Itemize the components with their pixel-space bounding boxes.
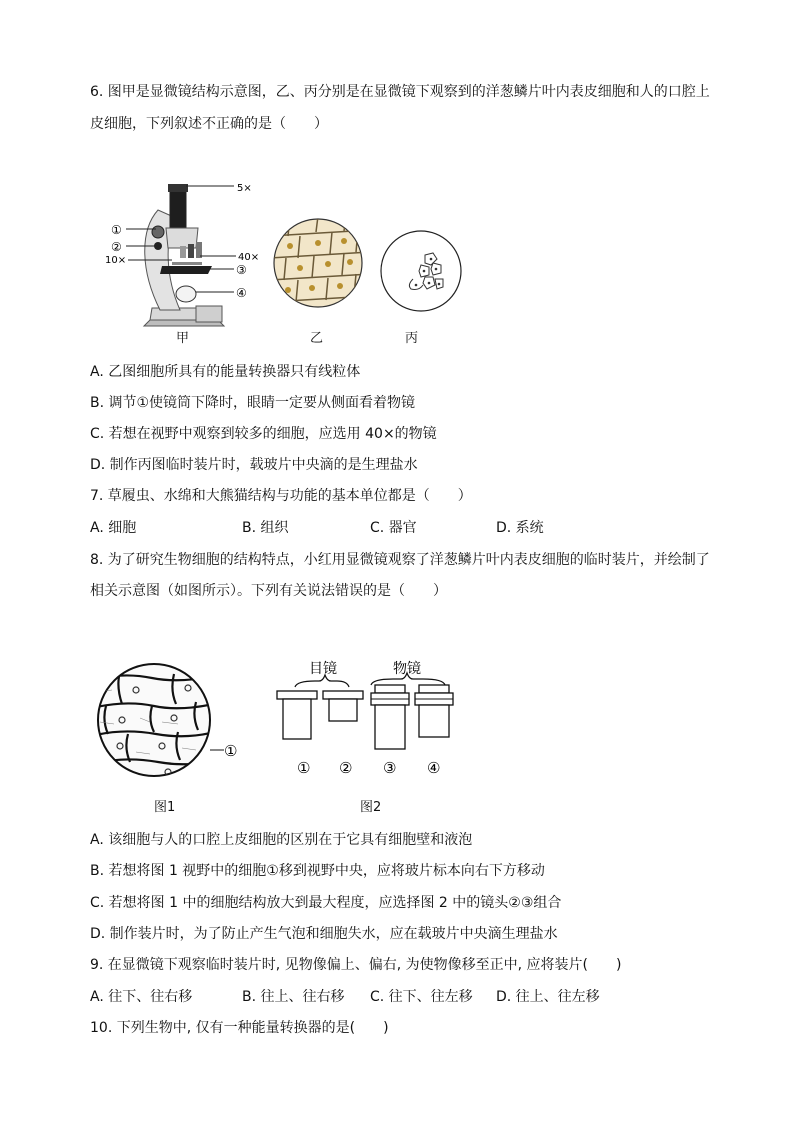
lens-number-1: ①: [297, 759, 311, 777]
caption-figure-1: 图1: [154, 800, 176, 815]
q6-option-c: C. 若想在视野中观察到较多的细胞，应选用 40×的物镜: [90, 426, 437, 442]
q6-option-d: D. 制作丙图临时装片时，载玻片中央滴的是生理盐水: [90, 457, 418, 473]
objective-label: 物镜: [393, 661, 421, 677]
lens-figure: [275, 655, 465, 780]
label-1: ①: [111, 223, 122, 237]
q8-stem-line2: 相关示意图（如图所示）。下列有关说法错误的是（ ）: [90, 583, 447, 599]
q9-option-a: A. 往下、往右移: [90, 989, 193, 1005]
caption-figure-2: 图2: [360, 800, 382, 815]
q8-option-c: C. 若想将图 1 中的细胞结构放大到最大程度，应选择图 2 中的镜头②③组合: [90, 895, 562, 911]
eyepiece-label: 目镜: [309, 661, 337, 677]
q8-option-b: B. 若想将图 1 视野中的细胞①移到视野中央，应将玻片标本向右下方移动: [90, 863, 545, 879]
q9-option-b: B. 往上、往右移: [242, 989, 345, 1005]
cheek-cell-figure: [379, 229, 463, 313]
q9-option-d: D. 往上、往左移: [496, 989, 600, 1005]
q10-stem: 10. 下列生物中, 仅有一种能量转换器的是( ): [90, 1020, 389, 1036]
microscope-figure: [100, 170, 270, 340]
onion-cell-figure: [270, 216, 370, 312]
caption-bing: 丙: [405, 331, 419, 346]
q7-option-c: C. 器官: [370, 520, 417, 536]
cell-marker-1: ①: [224, 742, 238, 760]
label-40x: 40×: [238, 252, 260, 263]
caption-jia: 甲: [176, 331, 190, 346]
q9-option-c: C. 往下、往左移: [370, 989, 473, 1005]
q7-option-b: B. 组织: [242, 520, 289, 536]
lens-number-4: ④: [427, 759, 441, 777]
q8-stem-line1: 8. 为了研究生物细胞的结构特点，小红用显微镜观察了洋葱鳞片叶内表皮细胞的临时装片，并绘制了: [90, 552, 710, 568]
label-4: ④: [236, 286, 247, 300]
lens-number-3: ③: [383, 759, 397, 777]
q6-option-a: A. 乙图细胞所具有的能量转换器只有线粒体: [90, 364, 361, 380]
caption-yi: 乙: [310, 331, 324, 346]
q7-option-d: D. 系统: [496, 520, 544, 536]
lens-number-2: ②: [339, 759, 353, 777]
label-5x: 5×: [237, 183, 252, 194]
label-3: ③: [236, 263, 247, 277]
q8-option-a: A. 该细胞与人的口腔上皮细胞的区别在于它具有细胞壁和液泡: [90, 832, 473, 848]
q6-stem-line1: 6. 图甲是显微镜结构示意图，乙、丙分别是在显微镜下观察到的洋葱鳞片叶内表皮细胞和人的口腔上: [90, 84, 710, 100]
q6-stem-line2: 皮细胞，下列叙述不正确的是（ ）: [90, 116, 328, 132]
onion-epidermis-figure: [92, 662, 242, 782]
q9-stem: 9. 在显微镜下观察临时装片时, 见物像偏上、偏右, 为使物像移至正中, 应将装片( ): [90, 957, 622, 973]
label-10x: 10×: [105, 255, 127, 266]
q8-option-d: D. 制作装片时，为了防止产生气泡和细胞失水，应在载玻片中央滴生理盐水: [90, 926, 558, 942]
label-2: ②: [111, 240, 122, 254]
q7-stem: 7. 草履虫、水绵和大熊猫结构与功能的基本单位都是（ ）: [90, 488, 472, 504]
q7-options: [90, 518, 710, 538]
q6-option-b: B. 调节①使镜筒下降时，眼睛一定要从侧面看着物镜: [90, 395, 416, 411]
q9-options: [90, 987, 710, 1007]
q7-option-a: A. 细胞: [90, 520, 137, 536]
